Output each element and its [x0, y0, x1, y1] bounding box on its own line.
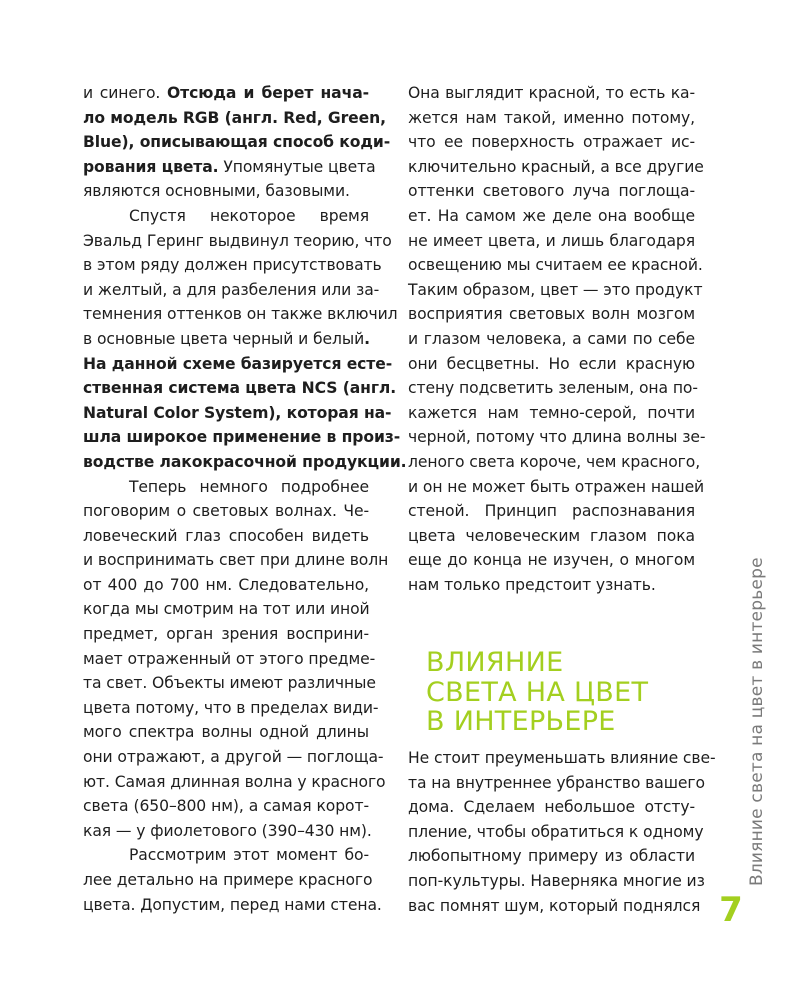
text-span: и воспринимать свет при длине волн — [83, 551, 389, 570]
text-line: дома. Сделаем небольшое отсту- — [408, 798, 695, 817]
text-line: освещению мы считаем ее красной. — [408, 256, 703, 275]
text-line: восприятия световых волн мозгом — [408, 305, 695, 324]
text-line — [83, 130, 391, 155]
text-span: и желтый, а для разбеления или за- — [83, 280, 380, 299]
text-span: кая — у фиолетового (390–430 нм). — [83, 821, 372, 840]
text-line — [83, 376, 397, 401]
text-span: Рассмотрим этот момент бо- — [129, 846, 369, 865]
text-line: Она выглядит красной, то есть ка- — [408, 84, 695, 102]
text-line — [83, 204, 369, 229]
text-line — [83, 745, 384, 770]
running-section-title: Влияние света на цвет в интерьере — [747, 557, 767, 886]
text-line — [83, 794, 369, 819]
text-line: ключительно красный, а все другие — [408, 157, 704, 176]
text-line — [83, 327, 369, 352]
text-line — [83, 106, 386, 131]
text-line — [83, 229, 392, 254]
text-span: света (650–800 нм), а самая корот- — [83, 797, 369, 816]
bold-text: рования цвета. — [83, 157, 219, 176]
text-span: от 400 до 700 нм. Следовательно, — [83, 575, 369, 594]
text-line — [83, 696, 379, 721]
heading-line-3: В ИНТЕРЬЕРЕ — [426, 706, 616, 737]
text-span: являются основными, базовыми. — [83, 182, 350, 201]
bold-text: На данной схеме базируется есте- — [83, 354, 393, 373]
text-line: стеной. Принцип распознавания — [408, 502, 695, 521]
text-line: стену подсветить зеленым, она по- — [408, 379, 698, 398]
text-span: ют. Самая длинная волна у красного — [83, 772, 386, 791]
text-line — [83, 302, 398, 327]
text-span: поговорим о световых волнах. Че- — [83, 502, 369, 521]
text-span: они отражают, а другой — поглоща- — [83, 748, 384, 767]
page-number: 7 — [719, 890, 743, 930]
text-span: и синего. — [83, 84, 168, 102]
text-line: леного света короче, чем красного, — [408, 452, 701, 471]
text-line: вас помнят шум, который поднялся — [408, 896, 701, 915]
text-line: жется нам такой, именно потому, — [408, 108, 695, 127]
text-line: еще до конца не изучен, о многом — [408, 551, 695, 570]
text-line: Таким образом, цвет — это продукт — [408, 280, 703, 299]
text-span: Теперь немного подробнее — [129, 477, 369, 496]
text-line — [83, 499, 369, 524]
right-text-column-bottom — [408, 746, 716, 918]
bold-text: Отсюда и берет нача- — [167, 84, 369, 102]
text-line: пление, чтобы обратиться к одному — [408, 822, 704, 841]
text-line: что ее поверхность отражает ис- — [408, 133, 695, 152]
text-line: цвета человеческим глазом пока — [408, 526, 695, 545]
text-line — [83, 278, 380, 303]
text-line: Не стоит преуменьшать влияние све- — [408, 749, 716, 767]
text-span: мает отраженный от этого предме- — [83, 649, 376, 668]
text-line — [83, 573, 369, 598]
text-line — [83, 893, 382, 918]
text-line: и глазом человека, а сами по себе — [408, 329, 695, 348]
text-span: Эвальд Геринг выдвинул теорию, что — [83, 231, 392, 250]
text-line — [83, 720, 369, 745]
text-span: Упомянутые цвета — [218, 157, 376, 176]
text-line — [83, 819, 372, 844]
text-span: в этом ряду должен присутствовать — [83, 256, 382, 275]
text-line — [83, 770, 386, 795]
text-line — [83, 622, 369, 647]
text-line — [83, 843, 369, 868]
text-span: предмет, орган зрения восприни- — [83, 625, 369, 644]
text-line — [83, 425, 401, 450]
bold-text: Natural Color System), которая на- — [83, 403, 392, 422]
bold-text: Blue), описывающая способ коди- — [83, 133, 391, 152]
text-line — [83, 548, 389, 573]
text-line — [83, 179, 369, 204]
text-line — [83, 253, 382, 278]
text-line — [83, 597, 369, 622]
text-line — [83, 647, 376, 672]
text-span: цвета. Допустим, перед нами стена. — [83, 895, 382, 914]
text-span: лее детально на примере красного — [83, 871, 373, 889]
text-line — [83, 81, 369, 106]
text-line: поп-культуры. Наверняка многие из — [408, 871, 705, 890]
text-line — [83, 401, 392, 426]
bold-text: шла широкое применение в произ- — [83, 428, 401, 447]
text-line — [83, 352, 393, 377]
section-heading — [426, 648, 648, 737]
text-line: ет. На самом же деле она вообще — [408, 206, 695, 225]
text-line: черной, потому что длина волны зе- — [408, 428, 706, 447]
text-span: Спустя некоторое время — [129, 206, 369, 225]
bold-text: . — [364, 329, 370, 348]
text-span: цвета потому, что в пределах види- — [83, 698, 379, 717]
text-line: не имеет цвета, и лишь благодаря — [408, 231, 695, 250]
text-line — [83, 155, 376, 180]
text-span: мого спектра волны одной длины — [83, 723, 369, 742]
text-line: кажется нам темно-серой, почти — [408, 403, 695, 422]
heading-line-1: ВЛИЯНИЕ — [426, 647, 564, 678]
heading-line-2: СВЕТА НА ЦВЕТ — [426, 676, 649, 708]
text-line: они бесцветны. Но если красную — [408, 354, 695, 373]
text-line — [83, 524, 369, 549]
text-line — [83, 450, 407, 475]
right-text-column-top — [408, 81, 706, 597]
text-line — [83, 868, 373, 893]
text-line: нам только предстоит узнать. — [408, 575, 656, 594]
text-span: темнения оттенков он также включил — [83, 305, 398, 324]
text-line: и он не может быть отражен нашей — [408, 477, 705, 496]
text-line: оттенки светового луча поглоща- — [408, 182, 695, 201]
text-span: ловеческий глаз способен видеть — [83, 526, 369, 545]
bold-text: ло модель RGB (англ. Red, Green, — [83, 108, 386, 127]
text-line — [83, 475, 369, 500]
bold-text: водстве лакокрасочной продукции. — [83, 452, 407, 471]
text-line: любопытному примеру из области — [408, 847, 695, 866]
text-span: в основные цвета черный и белый — [83, 329, 365, 348]
text-line: та на внутреннее убранство вашего — [408, 773, 705, 792]
bold-text: ственная система цвета NCS (англ. — [83, 379, 397, 398]
text-span: та свет. Объекты имеют различные — [83, 674, 376, 693]
text-span: когда мы смотрим на тот или иной — [83, 600, 370, 619]
left-text-column — [83, 81, 407, 917]
text-line — [83, 671, 376, 696]
